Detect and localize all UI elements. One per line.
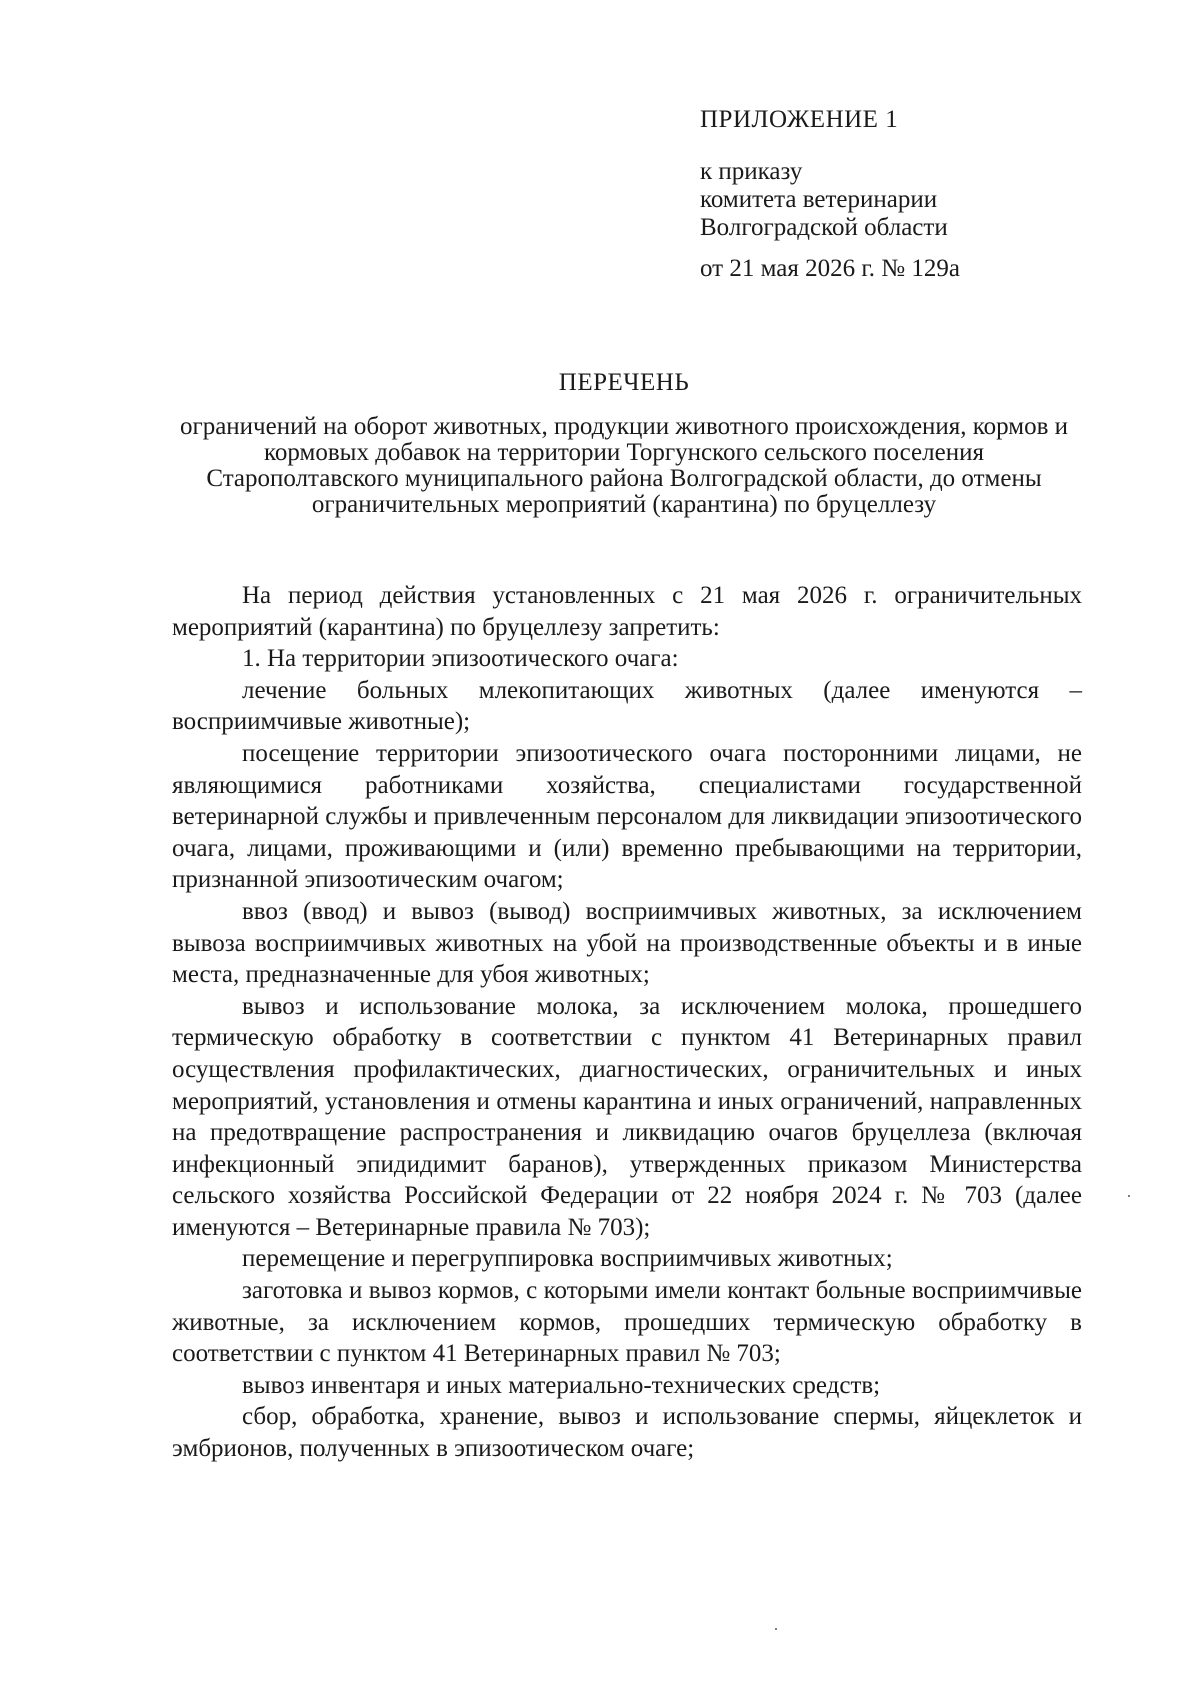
paragraph-treatment-ban: лечение больных млекопитающих животных (далее именуются – восприимчивые животные);	[172, 676, 1082, 736]
order-reference	[700, 158, 1140, 242]
document-subtitle: ограничений на оборот животных, продукции животного происхождения, кормов и кормовых добавок на территории Торгунского сельского поселения Старополтавского муниципального района Волгоградской области, до отмены ограничительных мероприятий (карантина) по бруцеллезу	[179, 413, 1069, 518]
paragraph-item-heading: 1. На территории эпизоотического очага:	[242, 645, 679, 673]
paragraph-germplasm-ban: сбор, обработка, хранение, вывоз и использование спермы, яйцеклеток и эмбрионов, полученных в эпизоотическом очаге;	[172, 1403, 1082, 1463]
paragraph-movement-ban: перемещение и перегруппировка восприимчивых животных;	[242, 1245, 893, 1273]
order-reference-line: Волгоградской области	[700, 214, 948, 241]
scan-speck	[775, 1628, 777, 1630]
order-reference-line: к приказу	[700, 158, 803, 185]
paragraph-equipment-ban: вывоз инвентаря и иных материально-технических средств;	[242, 1371, 881, 1399]
order-date-number: от 21 мая 2026 г. № 129а	[700, 255, 960, 282]
paragraph-import-export-ban: ввоз (ввод) и вывоз (вывод) восприимчивых животных, за исключением вывоза восприимчивых животных на убой на производственные объекты и в иные места, предназначенные для убоя животных;	[172, 897, 1082, 989]
document-title: ПЕРЕЧЕНЬ	[558, 369, 690, 396]
paragraph-milk-ban: вывоз и использование молока, за исключением молока, прошедшего термическую обработку в соответствии с пунктом 41 Ветеринарных правил осуществления профилактических, диагностических, ограничительных и иных мероприятий, установления и отмены карантина и иных ограничений, направленных на предотвращение распространения и ликвидацию очагов бруцеллеза (включая инфекционный эпидидимит баранов), утвержденных приказом Министерства сельского хозяйства Российской Федерации от 22 ноября 2024 г. № 703 (далее именуются – Ветеринарные правила № 703);	[172, 992, 1082, 1241]
paragraph-feed-ban: заготовка и вывоз кормов, с которыми имели контакт больные восприимчивые животные, за исключением кормов, прошедших термическую обработку в соответствии с пунктом 41 Ветеринарных правил № 703;	[172, 1277, 1082, 1368]
appendix-title: ПРИЛОЖЕНИЕ 1	[700, 106, 899, 133]
paragraph-intro: На период действия установленных с 21 мая 2026 г. ограничительных мероприятий (карантина) по бруцеллезу запретить:	[172, 582, 1082, 641]
scan-speck	[1128, 1195, 1130, 1197]
document-body	[172, 580, 1082, 1465]
order-reference-line: комитета ветеринарии	[700, 186, 938, 213]
paragraph-visit-ban: посещение территории эпизоотического очага посторонними лицами, не являющимися работниками хозяйства, специалистами государственной ветеринарной службы и привлеченным персоналом для ликвидации эпизоотического очага, лицами, проживающими и (или) временно пребывающими на территории, признанной эпизоотическим очагом;	[172, 739, 1082, 894]
